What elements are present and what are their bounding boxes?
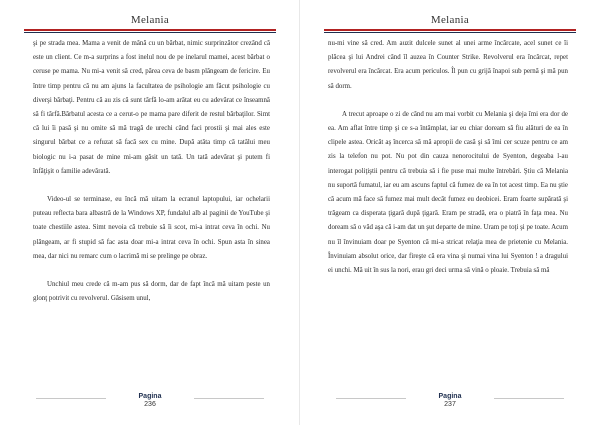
page-number: 237 [444,401,456,408]
footer-label: Pagina [438,393,462,400]
header-rule-dark-right [324,32,576,33]
paragraph: şi pe strada mea. Mama a venit de mână cu un bărbat, nimic surprinzător crezând că este un client. Ce m-a surprins a fost inelul nou de pe inelarul mamei, acest bărbat o ceruse pe mama. Nu mi-a venit să cred, părea ceva de basm plângeam de fericire. Eu între timp pentru că nu am ajuns la facultatea de psihologie am făcut psihologie cu diverşi bărbaţi. Pentru că au zis că sunt târfă lo-am arătat eu cu adevărat ce înseamnă să fi târfă.Bărbatul acesta ce a cerut-o pe mama pare diferit de restul bărbaţilor. Simt că lui îi pasă şi nu omite să mă tragă de urechi când faci prostii şi mai ales este singurul bărbat ce a refuzat să facă sex cu mine. După atâta timp că tatălui meu biologic nu i-a pasat de mine mi-am găsit un tată. Un tată adevărat şi putem fi înfăţişit o familie adevărată. [33,40,270,175]
left-body-text [33,37,270,306]
right-page [300,0,600,425]
header-rule-red-right [324,29,576,31]
page-footer-left [0,393,300,408]
running-head-left: Melania [130,14,170,26]
page-footer-right [300,393,600,408]
header-rule-dark-left [24,32,276,33]
header-rule-red-left [24,29,276,31]
paragraph: Video-ul se terminase, eu încă mă uitam la ecranul laptopului, iar ochelarii puteau reflecta bara albastră de la Windows XP, fundalul alb al paginii de YouTube şi toate chestiile astea. Simt nevoia că trebuie să îi scot, mi-a intrat ceva în ochi. Nu plângeam, ar fi stupid să fac asta doar mi-a intrat ceva în ochi. Spun asta în sinea mea, dar nici nu remarc cum o lacrimă mi se prelinge pe obraz. [33,196,270,260]
paragraph: Unchiul meu crede că m-am pus să dorm, dar de fapt încă mă uitam peste un glonţ potrivit cu revolverul. Găsisem unul, [33,281,270,303]
running-head-right: Melania [430,14,470,26]
footer-label: Pagina [138,393,162,400]
paragraph: nu-mi vine să cred. Am auzit dulcele sunet al unei arme încărcate, acel sunet ce îi plăcea şi lui Andrei când îl auzea în Counter Strike. Revolverul era încărcat, repet revolverul era încărcat. Era acum periculos. Îl pun cu grijă înapoi sub pernă şi mă pun să dorm. [328,40,568,90]
page-number: 236 [144,401,156,408]
paragraph: A trecut aproape o zi de când nu am mai vorbit cu Melania şi deja îmi era dor de ea. Am aflat între timp şi ce s-a întâmplat, iar eu chiar doream să fiu alături de ea în clipele astea. Oricât aş încerca să mă apropii de casă şi să îmi cer scuze pentru ce am zis la telefon nu pot. Nu pot din cauza nenorocitului de Syenton, degeaba l-au interogat poliţiştii pentru că trebuia să i fie puse mai multe întrebări. Ştiu că Melania nu suportă fumatul, iar eu am ascuns faptul că fumez de ea în tot acest timp. Ea nu ştie că acum mă face să fumez mai mult decât fumez eu deobicei. Eram foarte supărată şi trăgeam ca disperata ţigară după ţigară. Eram pe stradă, era o piatră în faţa mea. Nu doream să o văd aşa că i-am dat un şut departe de mine. Uram pe toţi şi pe toate. Acum nu îl învinuiam doar pe Syenton că mi-a stricat relaţia mea de prietenie cu Melania. Învinuiam absolut orice, dar fireşte că era vina şi numai vina lui Syenton ! a dragului ei unchi. Mă uit în sus la nori, erau gri deci urma să vină o ploaie. Trebuia să mă [328,110,568,275]
right-body-text [328,37,568,278]
